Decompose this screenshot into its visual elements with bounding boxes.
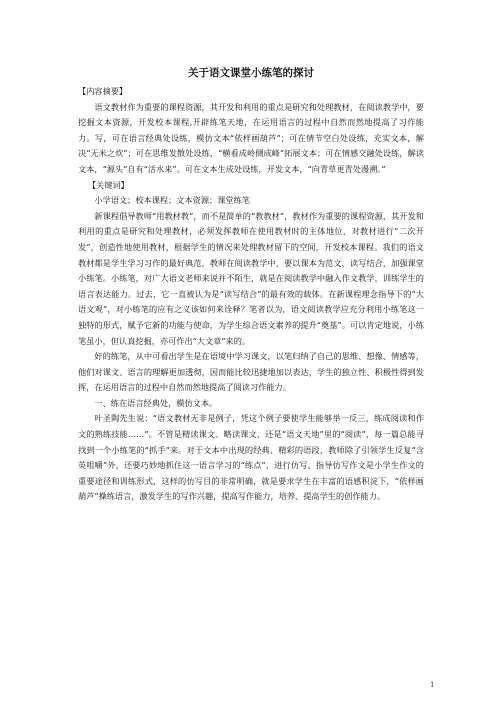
keywords-text: 小学语文；校本课程；文本资源；课堂练笔 [94, 195, 250, 206]
abstract-paragraph: 语文教材作为重要的课程资源，其开发和利用的重点是研究和处理教材，在阅读教学中，要挖掘文本资源，开发校本课程,开辟练笔天地，在运用语言的过程中自然而然地提高了习作能力。写，可在语言经典处设练，模仿文本“依样画葫芦”；可在情节空白处设练，充实文本，解决“无米之炊”；可在思维发散处设练，“横看成岭侧成峰”拓展文本；可在情感交融处设练，解读文本，“源头”自有“活水来”。可在文本生成处设练，开发文本，“向青草更青处漫溯。” [78, 101, 424, 174]
body-paragraph-1: 新课程倡导教师“用教材教”，而不是简单的“教教材”，教材作为重要的课程资源，其开发和利用的重点是研究和处理教材，必须发挥教师在使用教材时的主体地位，对教材进行“二次开发”，创造性地使用教材，根据学生的情况来处理教材留下的空间，开发校本课程。我们的语文教材都是学生学习习作的最好典范，教师在阅读教学中，要以课本为范文，读写结合，加强课堂小练笔。小练笔，对广大语文老师来说并不陌生，就是在阅读教学中融入作文教学，训练学生的语言表达能力。过去，它一直被认为是“读写结合”的最有效的载体。在新课程理念指导下的“大语文观”，对小练笔的应有之义该如何来诠释？笔者以为，语文阅读教学应充分利用小练笔这一独特的形式，赋予它新的功能与使命，为学生综合语文素养的提升“奠基”。可以肯定地说，小练笔虽小，但认真挖掘，亦可作出“大文章”来的。 [78, 210, 424, 346]
document-title: 关于语文课堂小练笔的探讨 [188, 67, 314, 79]
body-paragraph-3: 叶圣陶先生说：“语文教材无非是例子，凭这个例子要使学生能够举一反三，练成阅读和作文的熟练技能……”。不管是精读课文、略读课文，还是“语文天地”里的“阅读”，每一篇总能寻找到一个小练笔的“抓手”来。对于文本中出现的经典、精彩的语段，教师除了引领学生反复“含英咀嚼”外，还要巧妙地抓住这一语言学习的“练点”，进行仿写。指导仿写作文是小学生作文的重要途径和训练形式，这样的仿写目的非常明确，就是要求学生在丰富的语感积淀下，“依样画葫芦”操练语言，激发学生的写作兴趣，提高写作能力，培养、提高学生的创作能力。 [78, 413, 424, 502]
body-paragraph-2: 好的练笔，从中可看出学生是在语境中学习课文，以笔归纳了自己的思维、想像、情感等，他们对课文、语言的理解更加透彻，因而能比较迅捷地加以表达，学生的独立性、积极性得到发挥，在运用语言的过程中自然而然地提高了阅读习作能力。 [78, 351, 424, 393]
document-body [78, 66, 424, 505]
section-heading-1: 一、练在语言经典处，模仿文本。 [94, 397, 218, 408]
abstract-label: 【内容摘要】 [78, 86, 128, 96]
keywords-label: 【关键词】 [87, 179, 129, 190]
page-number: 1 [430, 681, 435, 689]
